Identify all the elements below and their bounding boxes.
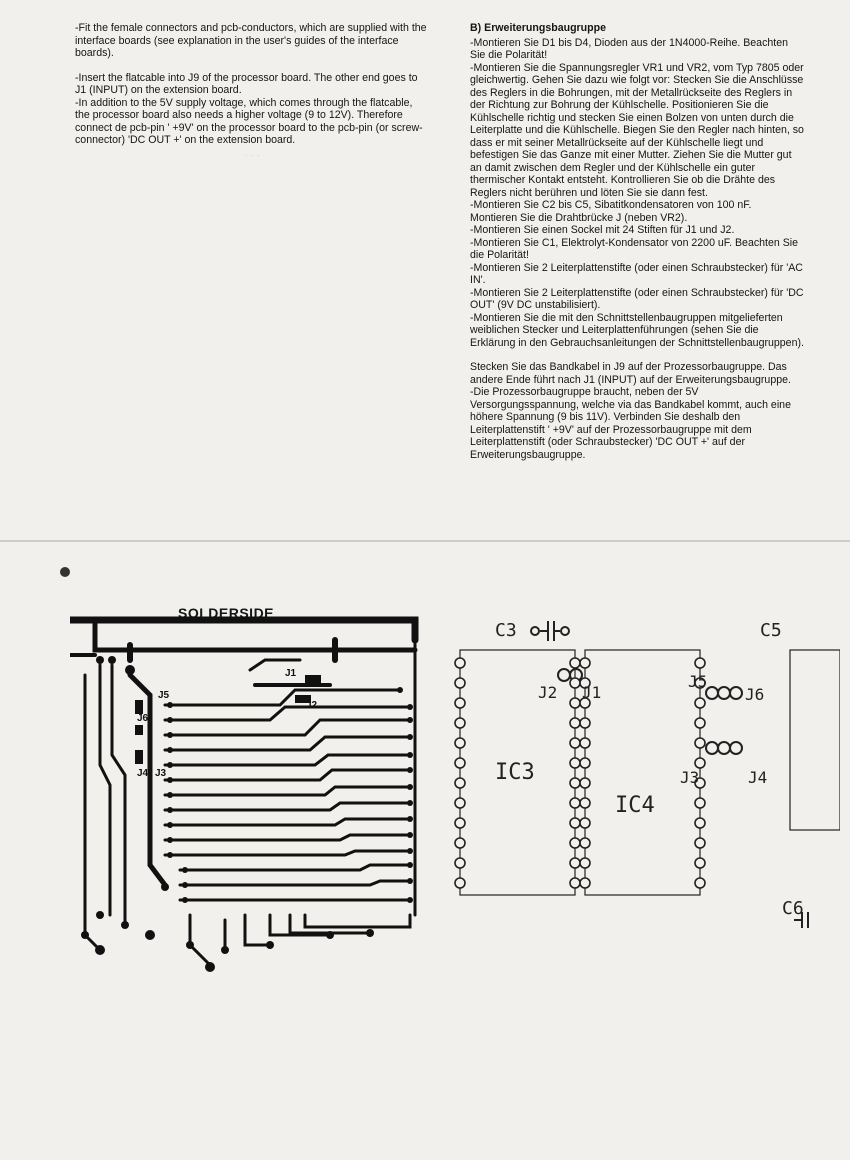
ic-socket-pin <box>455 658 465 668</box>
ic-socket-pin <box>695 798 705 808</box>
ic-socket-pin <box>580 858 590 868</box>
ic-socket-pin <box>580 838 590 848</box>
left-paragraph: -Fit the female connectors and pcb-conductors, which are supplied with the interface boards (see explanation in the user's guides of the interface boards). <box>75 22 427 59</box>
pad-label-j2: J2 <box>306 700 318 711</box>
left-paragraph: -Insert the flatcable into J9 of the processor board. The other end goes to J1 (INPUT) on the extension board. <box>75 71 418 96</box>
fold-line <box>0 540 850 542</box>
section-heading: B) Erweiterungsbaugruppe <box>470 22 606 34</box>
right-paragraph: Stecken Sie das Bandkabel in J9 auf der Prozessorbaugruppe. Das andere Ende führt nach J1 (INPUT) auf der Erweiterungsbaugruppe. <box>470 361 791 386</box>
right-paragraph: -Montieren Sie einen Sockel mit 24 Stiften für J1 und J2. <box>470 224 735 236</box>
ic-socket-pin <box>695 878 705 888</box>
ic-socket-pin <box>570 758 580 768</box>
right-paragraph: -Montieren Sie D1 bis D4, Dioden aus der 1N4000-Reihe. Beachten Sie die Polarität! <box>470 36 788 61</box>
solderside-title: SOLDERSIDE <box>178 605 275 621</box>
ic-socket-pin <box>580 718 590 728</box>
left-paragraph: -In addition to the 5V supply voltage, which comes through the flatcable, the processor board also needs a higher voltage (9 to 12V). Therefore connect de pcb-pin ' +9V' on the processor board to the pcb-pin (or screw-connector) 'DC OUT +' on the extension board. <box>75 96 423 146</box>
ic-socket-pin <box>580 738 590 748</box>
ic-socket-pin <box>695 858 705 868</box>
ic-socket-pin <box>580 878 590 888</box>
ic-socket-pin <box>570 798 580 808</box>
right-paragraph: Montieren Sie die Drahtbrücke J (neben VR2). <box>470 211 688 224</box>
label-j3: J3 <box>680 768 700 787</box>
ic-socket-pin <box>455 838 465 848</box>
ic-socket-pin <box>455 738 465 748</box>
right-paragraph: -Montieren Sie die Spannungsregler VR1 und VR2, vom Typ 7805 oder gleichwertig. Gehen Sie dazu wie folgt vor: Stecken Sie die Anschlüsse des Reglers in die Bohrungen, mit der Metallrückseite des Reglers in der Richtung zur Bohrung der Kühlschelle. Positionieren Sie die Kühlschelle richtig und stecken Sie einen Bolzen von unten durch die Leiterplatte und die Kühlschelle. Biegen Sie den Regler nach hinten, so dass er mit seiner Metallrückseite auf der Kühlschelle liegt und befestigen Sie das Ganze mit einer Mutter. Ziehen Sie die Mutter gut an damit zwischen dem Regler und der Kühlschelle ein guter thermischer Kontakt entsteht. Kontrollieren Sie ob die Drähte des Reglers nicht berühren und löten Sie sie dann fest. <box>470 61 804 199</box>
right-paragraph: -Montieren Sie die mit den Schnittstellenbaugruppen mitgelieferten weiblichen Stecker und Leiterplattenführungen (sehen Sie die Erklärung in den Gebrauchsanleitungen der Schnittstellenbaugruppen). <box>470 311 804 349</box>
ic-socket-pin <box>580 778 590 788</box>
right-paragraph: -Montieren Sie 2 Leiterplattenstifte (oder einen Schraubstecker) für 'DC OUT' (9V DC unstabilisiert). <box>470 286 804 311</box>
ic-socket-pin <box>570 738 580 748</box>
ic-socket-pin <box>695 658 705 668</box>
label-c3: C3 <box>495 620 517 641</box>
ic-socket-pin <box>570 778 580 788</box>
ic-socket-pin <box>695 838 705 848</box>
ic-socket-pin <box>695 738 705 748</box>
ic-socket-pin <box>455 798 465 808</box>
ic-socket-pin <box>455 878 465 888</box>
ic-socket-pin <box>695 698 705 708</box>
ic-socket-pin <box>570 658 580 668</box>
ic-socket-pin <box>455 678 465 688</box>
ic-socket-pin <box>695 818 705 828</box>
ic-socket-pin <box>580 758 590 768</box>
pad-label-j3: J3 <box>155 768 167 779</box>
ic-socket-pin <box>455 818 465 828</box>
label-c6: C6 <box>782 898 804 919</box>
show-through-text: · · · <box>245 150 260 161</box>
label-c5: C5 <box>760 620 782 641</box>
right-paragraph: -Montieren Sie C2 bis C5, Sibatitkondensatoren von 100 nF. <box>470 199 752 211</box>
ic-socket-pin <box>455 758 465 768</box>
ic-socket-pin <box>570 878 580 888</box>
ic-socket-pin <box>455 778 465 788</box>
ic-socket-pin <box>580 658 590 668</box>
pad-label-j6: J6 <box>137 713 149 724</box>
pad-label-j4: J4 <box>137 768 149 779</box>
ic-socket-pin <box>570 858 580 868</box>
ic-socket-pin <box>455 858 465 868</box>
ic-socket-pin <box>570 838 580 848</box>
pad-label-j5: J5 <box>158 690 170 701</box>
label-j6: J6 <box>745 685 765 704</box>
ic-socket-pin <box>580 798 590 808</box>
ic-socket-pin <box>455 698 465 708</box>
right-paragraph: -Montieren Sie C1, Elektrolyt-Kondensator von 2200 uF. Beachten Sie die Polarität! <box>470 236 799 261</box>
ic-socket-pin <box>570 698 580 708</box>
right-column <box>470 22 805 461</box>
label-ic3: IC3 <box>495 760 535 785</box>
ic-socket-pin <box>695 718 705 728</box>
pad-label-j1: J1 <box>285 668 297 679</box>
label-ic4: IC4 <box>615 793 655 818</box>
ic-socket-pin <box>455 718 465 728</box>
ic-socket-pin <box>695 758 705 768</box>
right-paragraph: -Die Prozessorbaugruppe braucht, neben der 5V Versorgungsspannung, welche via das Bandkabel kommt, auch eine höhere Spannung (9 bis 11V). Verbinden Sie deshalb den Leiterplattenstift ' +9V' auf der Prozessorbaugruppe mit dem Leiterplattenstift (oder Schraubstecker) 'DC OUT +' auf der Erweiterungsbaugruppe. <box>470 386 791 461</box>
ic-socket-pin <box>580 818 590 828</box>
label-j2: J2 <box>538 683 558 702</box>
ic-socket-pin <box>570 718 580 728</box>
label-j1: J1 <box>582 683 602 702</box>
punch-hole-mark <box>58 565 72 579</box>
left-column <box>75 22 430 159</box>
ic-socket-pin <box>570 678 580 688</box>
ic-socket-pin <box>570 818 580 828</box>
label-j5: J5 <box>688 672 708 691</box>
solderside-pcb-artwork <box>70 615 440 975</box>
label-j4: J4 <box>748 768 768 787</box>
right-paragraph: -Montieren Sie 2 Leiterplattenstifte (oder einen Schraubstecker) für 'AC IN'. <box>470 261 803 286</box>
